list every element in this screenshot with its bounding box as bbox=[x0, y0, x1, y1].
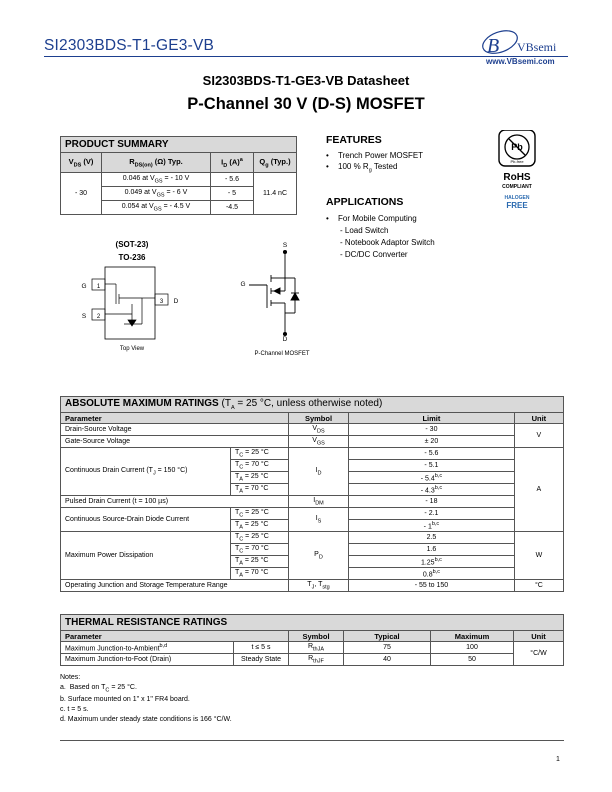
page-number: 1 bbox=[556, 756, 560, 763]
th-col-param: Parameter bbox=[61, 631, 289, 642]
cond-pd-1: $T_C = 25$ °C bbox=[230, 532, 288, 544]
unit-a: A bbox=[514, 448, 563, 532]
application-subitem: - DC/DC Converter bbox=[340, 250, 408, 259]
notes bbox=[60, 673, 232, 725]
pin-name-g: G bbox=[81, 283, 87, 290]
id-row-3: -4.5 bbox=[211, 201, 254, 215]
lim-id-1: - 5.6 bbox=[349, 448, 515, 460]
th-cond-ja: t ≤ 5 s bbox=[234, 642, 289, 654]
lim-pd-3: 1.25$^{b,c}$ bbox=[349, 556, 515, 568]
application-subitem: - Load Switch bbox=[340, 226, 389, 235]
mos-s-label: S bbox=[282, 242, 288, 249]
rohs-compliant: COMPLIANT bbox=[502, 184, 532, 190]
feature-item: • Trench Power MOSFET bbox=[326, 151, 424, 160]
sym-vds: $V_{DS}$ bbox=[288, 424, 348, 436]
feature-item: • 100 % $R_g$ Tested bbox=[326, 162, 398, 174]
param-tj: Operating Junction and Storage Temperature Range bbox=[61, 580, 289, 592]
application-subitem: - Notebook Adaptor Switch bbox=[340, 238, 435, 247]
note-c: c. t = 5 s. bbox=[60, 706, 89, 714]
pin-2: 2 bbox=[96, 314, 101, 320]
pbfree-label: Pb-free bbox=[510, 159, 524, 164]
cond-id-1: $T_C = 25$ °C bbox=[230, 448, 288, 460]
product-summary-table bbox=[60, 136, 297, 215]
th-unit: °C/W bbox=[514, 642, 564, 666]
pb-label: Pb bbox=[511, 142, 523, 152]
sym-is: $I_S$ bbox=[288, 508, 348, 532]
th-param-ja: Maximum Junction-to-Ambient$^{b,d}$ bbox=[61, 642, 234, 654]
mosfet-caption: P-Channel MOSFET bbox=[254, 351, 310, 357]
package-line1: (SOT-23) bbox=[115, 240, 149, 249]
unit-v: V bbox=[514, 424, 563, 448]
id-row-2: - 5 bbox=[211, 187, 254, 201]
lim-tj: - 55 to 150 bbox=[349, 580, 515, 592]
rds-row-3: 0.054 at $V_{GS}$ = - 4.5 V bbox=[102, 201, 211, 215]
lim-id-2: - 5.1 bbox=[349, 460, 515, 472]
sym-tj: $T_J$, $T_{stg}$ bbox=[288, 580, 348, 592]
lim-is-2: - 1$^{b,c}$ bbox=[349, 520, 515, 532]
logo-url[interactable]: www.VBsemi.com bbox=[486, 57, 555, 66]
application-item: • For Mobile Computing bbox=[326, 214, 417, 223]
rds-row-1: 0.046 at $V_{GS}$ = - 10 V bbox=[102, 173, 211, 187]
sym-pd: $P_D$ bbox=[288, 532, 348, 580]
mos-d-label: D bbox=[282, 336, 288, 343]
vds-value: - 30 bbox=[61, 173, 102, 215]
param-pd: Maximum Power Dissipation bbox=[61, 532, 231, 580]
rds-row-2: 0.049 at $V_{GS}$ = - 6 V bbox=[102, 187, 211, 201]
param-id: Continuous Drain Current ($T_J = 150$ °C) bbox=[61, 448, 231, 496]
col-rds: $R_{DS(on)}$ (Ω) Typ. bbox=[102, 153, 211, 173]
applications-heading: APPLICATIONS bbox=[326, 196, 404, 208]
th-max-ja: 100 bbox=[431, 642, 514, 654]
rohs-badge bbox=[494, 130, 540, 212]
pin-name-d: D bbox=[173, 298, 179, 305]
pin-1: 1 bbox=[96, 284, 101, 290]
sym-vgs: $V_{GS}$ bbox=[288, 436, 348, 448]
datasheet-title: SI2303BDS-T1-GE3-VB Datasheet bbox=[202, 73, 410, 88]
cond-id-2: $T_C = 70$ °C bbox=[230, 460, 288, 472]
abs-col-unit: Unit bbox=[514, 413, 563, 424]
absolute-max-table bbox=[60, 396, 564, 592]
abs-max-title: ABSOLUTE MAXIMUM RATINGS ($T_A = 25$ °C, unless otherwise noted) bbox=[61, 397, 564, 413]
lim-vds: - 30 bbox=[349, 424, 515, 436]
note-d: d. Maximum under steady state conditions is 166 °C/W. bbox=[60, 716, 232, 724]
abs-col-param: Parameter bbox=[61, 413, 289, 424]
th-col-typical: Typical bbox=[344, 631, 431, 642]
notes-title: Notes: bbox=[60, 674, 81, 681]
sym-idm: $I_{DM}$ bbox=[288, 496, 348, 508]
features-list bbox=[326, 150, 423, 177]
col-vds: $V_{DS}$ (V) bbox=[61, 153, 102, 173]
pin-3: 3 bbox=[159, 299, 164, 305]
th-sym-ja: $R_{thJA}$ bbox=[289, 642, 344, 654]
th-col-unit: Unit bbox=[514, 631, 564, 642]
lim-id-3: - 5.4$^{b,c}$ bbox=[349, 472, 515, 484]
footer-rule bbox=[60, 740, 564, 741]
thermal-title: THERMAL RESISTANCE RATINGS bbox=[61, 615, 564, 631]
package-caption: Top View bbox=[119, 346, 145, 352]
note-b: b. Surface mounted on 1" x 1" FR4 board. bbox=[60, 696, 190, 704]
datasheet-subtitle: P-Channel 30 V (D-S) MOSFET bbox=[187, 95, 425, 113]
cond-pd-4: $T_A = 70$ °C bbox=[230, 568, 288, 580]
cond-id-4: $T_A = 70$ °C bbox=[230, 484, 288, 496]
mosfet-symbol bbox=[232, 238, 332, 358]
thermal-table bbox=[60, 614, 564, 666]
param-vgs: Gate-Source Voltage bbox=[61, 436, 289, 448]
sym-id: $I_D$ bbox=[288, 448, 348, 496]
abs-col-limit: Limit bbox=[349, 413, 515, 424]
qg-value: 11.4 nC bbox=[254, 173, 297, 215]
lim-idm: - 18 bbox=[349, 496, 515, 508]
free-label: FREE bbox=[506, 201, 528, 210]
th-col-symbol: Symbol bbox=[289, 631, 344, 642]
halogen-label: HALOGEN bbox=[504, 195, 530, 201]
note-a: a. Based on $T_C = 25$ °C. bbox=[60, 684, 137, 694]
col-id: $I_D$ $(A)^a$ bbox=[211, 153, 254, 173]
th-max-jf: 50 bbox=[431, 654, 514, 666]
lim-id-4: - 4.3$^{b,c}$ bbox=[349, 484, 515, 496]
th-typ-jf: 40 bbox=[344, 654, 431, 666]
lim-pd-2: 1.6 bbox=[349, 544, 515, 556]
features-heading: FEATURES bbox=[326, 134, 382, 146]
mos-g-label: G bbox=[240, 281, 246, 288]
rohs-label: RoHS bbox=[503, 172, 531, 183]
unit-w: W bbox=[514, 532, 563, 580]
lim-pd-4: 0.8$^{b,c}$ bbox=[349, 568, 515, 580]
cond-is-2: $T_A = 25$ °C bbox=[230, 520, 288, 532]
id-row-1: - 5.6 bbox=[211, 173, 254, 187]
unit-c: °C bbox=[514, 580, 563, 592]
th-sym-jf: $R_{thJF}$ bbox=[289, 654, 344, 666]
param-vds: Drain-Source Voltage bbox=[61, 424, 289, 436]
product-summary-title: PRODUCT SUMMARY bbox=[61, 137, 297, 153]
th-col-max: Maximum bbox=[431, 631, 514, 642]
th-cond-jf: Steady State bbox=[234, 654, 289, 666]
cond-is-1: $T_C = 25$ °C bbox=[230, 508, 288, 520]
param-idm: Pulsed Drain Current (t = 100 µs) bbox=[61, 496, 289, 508]
param-is: Continuous Source-Drain Diode Current bbox=[61, 508, 231, 532]
applications-list bbox=[326, 213, 435, 261]
lim-vgs: ± 20 bbox=[349, 436, 515, 448]
col-qg: $Q_g$ (Typ.) bbox=[254, 153, 297, 173]
svg-text:B: B bbox=[487, 35, 500, 57]
th-param-jf: Maximum Junction-to-Foot (Drain) bbox=[61, 654, 234, 666]
package-line2: TO-236 bbox=[118, 253, 146, 262]
pin-name-s: S bbox=[81, 313, 87, 320]
lim-is-1: - 2.1 bbox=[349, 508, 515, 520]
part-number-header: SI2303BDS-T1-GE3-VB bbox=[44, 37, 215, 54]
logo-text: VBsemi bbox=[517, 40, 557, 54]
th-typ-ja: 75 bbox=[344, 642, 431, 654]
cond-id-3: $T_A = 25$ °C bbox=[230, 472, 288, 484]
lim-pd-1: 2.5 bbox=[349, 532, 515, 544]
abs-col-symbol: Symbol bbox=[288, 413, 348, 424]
cond-pd-2: $T_C = 70$ °C bbox=[230, 544, 288, 556]
package-diagram bbox=[70, 238, 200, 358]
cond-pd-3: $T_A = 25$ °C bbox=[230, 556, 288, 568]
